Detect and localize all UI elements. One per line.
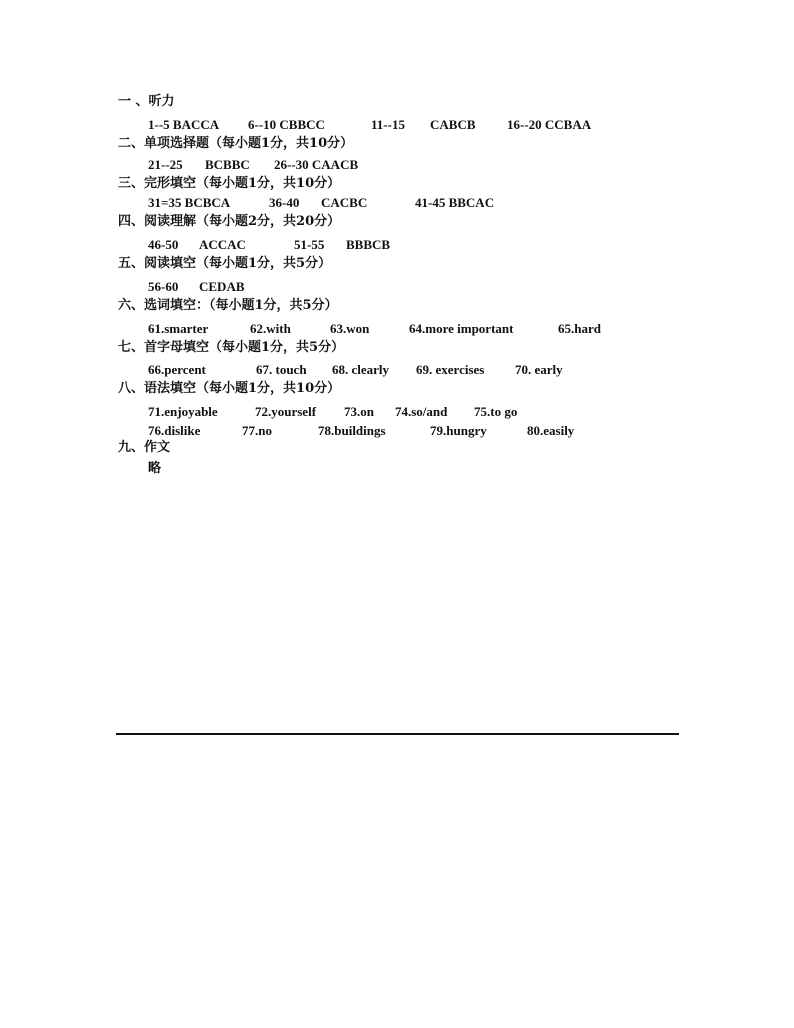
answer-group: 11--15 (371, 117, 405, 132)
answer-group: 68. clearly (332, 362, 390, 377)
answer-group: 61.smarter (148, 321, 209, 336)
section-heading-initial-letter: 七、首字母填空（每小题1分，共5分） (118, 340, 345, 355)
answer-group: BCBBC (205, 157, 250, 172)
section-heading-cloze: 三、完形填空（每小题1分，共10分） (118, 176, 341, 191)
answer-group: 36-40 (269, 195, 300, 210)
answer-group: 26--30 CAACB (274, 157, 359, 172)
answer-group: 73.on (344, 404, 374, 419)
answer-group: 略 (148, 460, 162, 475)
answer-group: 21--25 (148, 157, 183, 172)
answer-group: BBBCB (346, 237, 391, 252)
answer-group: 51-55 (294, 237, 325, 252)
answer-group: 69. exercises (416, 362, 485, 377)
answer-group: 80.easily (527, 423, 575, 438)
answer-group: 71.enjoyable (148, 404, 218, 419)
answer-group: 63.won (330, 321, 370, 336)
answer-group: 77.no (242, 423, 272, 438)
section-heading-reading: 四、阅读理解（每小题2分，共20分） (118, 214, 341, 229)
answer-group: 64.more important (409, 321, 514, 336)
answer-group: 56-60 (148, 279, 179, 294)
answer-group: 75.to go (474, 404, 518, 419)
answer-group: 78.buildings (318, 423, 386, 438)
answer-group: 66.percent (148, 362, 206, 377)
section-heading-grammar: 八、语法填空（每小题1分，共10分） (118, 381, 341, 396)
answer-group: 70. early (515, 362, 563, 377)
answer-group: CACBC (321, 195, 368, 210)
answer-group: 1--5 BACCA (148, 117, 220, 132)
answer-group: 41-45 BBCAC (415, 195, 495, 210)
answer-group: 72.yourself (255, 404, 317, 419)
section-heading-listening: 一 、听力 (118, 94, 175, 109)
section-heading-word-choice: 六、选词填空：（每小题1分，共5分） (118, 298, 338, 313)
answer-group: 67. touch (256, 362, 307, 377)
answer-group: 31=35 BCBCA (148, 195, 231, 210)
horizontal-rule (116, 733, 679, 735)
answer-group: 74.so/and (395, 404, 448, 419)
answer-group: 79.hungry (430, 423, 487, 438)
answer-group: 76.dislike (148, 423, 201, 438)
answer-group: CEDAB (199, 279, 245, 294)
answer-group: 16--20 CCBAA (507, 117, 592, 132)
answer-group: ACCAC (199, 237, 246, 252)
answer-group: 65.hard (558, 321, 601, 336)
answer-group: 62.with (250, 321, 291, 336)
section-heading-single-choice: 二、单项选择题（每小题1分，共10分） (118, 136, 354, 151)
section-heading-reading-fill: 五、阅读填空（每小题1分，共5分） (118, 256, 332, 271)
answers-writing (148, 460, 188, 508)
answer-group: 6--10 CBBCC (248, 117, 325, 132)
answers-grammar-row2 (148, 423, 598, 535)
section-heading-writing: 九、作文 (118, 440, 171, 455)
answer-group: CABCB (430, 117, 476, 132)
answer-group: 46-50 (148, 237, 179, 252)
